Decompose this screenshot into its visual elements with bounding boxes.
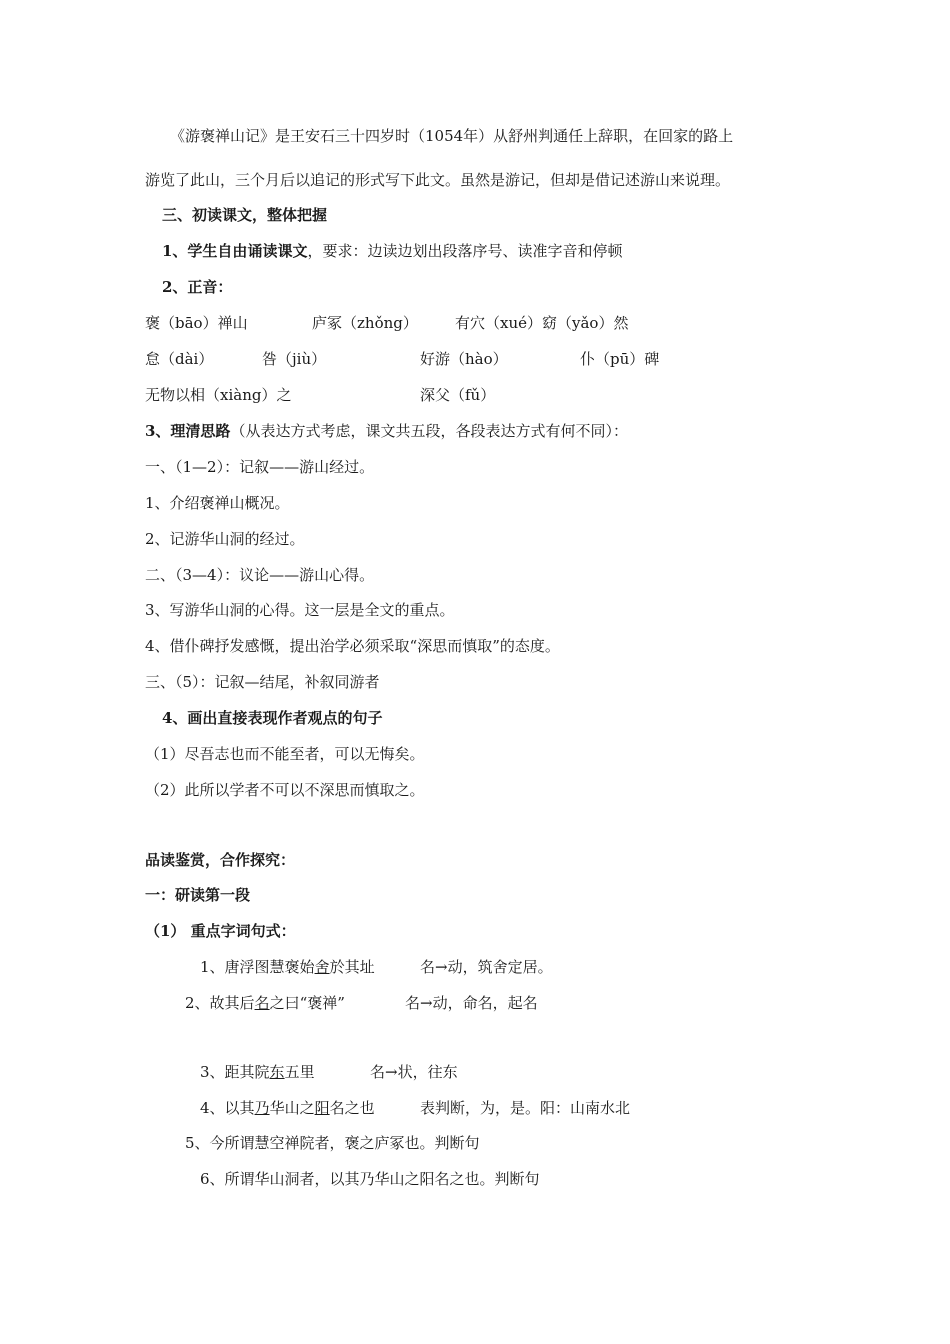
pron-3-1: 无物以相（xiàng）之 bbox=[145, 386, 292, 404]
vocab-line-4 bbox=[200, 1098, 375, 1118]
vocab-underlined: 乃 bbox=[254, 1099, 270, 1117]
outline-line: 3、写游华山洞的心得。这一层是全文的重点。 bbox=[145, 601, 455, 619]
appreciation-heading: 品读鉴赏，合作探究： bbox=[145, 851, 296, 869]
pron-2-2: 咎（jiù） bbox=[262, 350, 327, 368]
vocab-note-3: 名→状，往东 bbox=[370, 1063, 458, 1081]
pron-2-1: 怠（dài） bbox=[145, 350, 214, 368]
vocab-text: 名之也 bbox=[329, 1099, 375, 1117]
outline-line: 三、（5）：记叙—结尾，补叙同游者 bbox=[145, 673, 380, 691]
item-4: 4、画出直接表现作者观点的句子 bbox=[162, 709, 383, 727]
vocab-underlined: 舍 bbox=[314, 958, 330, 976]
pron-2-4: 仆（pū）碑 bbox=[580, 350, 660, 368]
pron-1-3: 有穴（xué）窈（yǎo）然 bbox=[455, 314, 629, 332]
intro-line-1: 《游褒禅山记》是王安石三十四岁时（1054年）从舒州判通任上辞职，在回家的路上 bbox=[170, 127, 734, 145]
vocab-text: 於其址 bbox=[329, 958, 375, 976]
item-1 bbox=[162, 241, 622, 261]
vocab-note-4: 表判断，为，是。阳：山南水北 bbox=[420, 1099, 631, 1117]
vocab-text: 3、距其院 bbox=[200, 1063, 270, 1081]
vocab-line-6: 6、所谓华山洞者，以其乃华山之阳名之也。判断句 bbox=[200, 1170, 540, 1188]
vocab-line-3 bbox=[200, 1062, 315, 1082]
vocab-underlined: 名 bbox=[254, 994, 270, 1012]
item-3-text: （从表达方式考虑，课文共五段，各段表达方式有何不同）： bbox=[230, 422, 628, 440]
pron-2-3: 好游（hào） bbox=[420, 350, 508, 368]
outline-line: 一、（1—2）：记叙——游山经过。 bbox=[145, 458, 375, 476]
item-3 bbox=[145, 421, 628, 441]
vocab-line-2 bbox=[185, 993, 345, 1013]
vocab-note-1: 名→动，筑舍定居。 bbox=[420, 958, 553, 976]
pron-1-2: 庐冢（zhǒng） bbox=[312, 314, 418, 332]
outline-line: 二、（3—4）：议论——游山心得。 bbox=[145, 566, 375, 584]
item-1-text: ，要求：边读边划出段落序号、读准字音和停顿 bbox=[307, 242, 623, 260]
appreciation-sub-2: （1） 重点字词句式： bbox=[145, 922, 296, 940]
outline-line: 4、借仆碑抒发感慨，提出治学必须采取“深思而慎取”的态度。 bbox=[145, 637, 560, 655]
item-1-label: 1、学生自由诵读课文 bbox=[162, 242, 308, 260]
vocab-underlined: 阳 bbox=[314, 1099, 330, 1117]
vocab-line-5: 5、今所谓慧空禅院者，褒之庐冢也。判断句 bbox=[185, 1134, 480, 1152]
vocab-text: 华山之 bbox=[269, 1099, 315, 1117]
quote-line: （1）尽吾志也而不能至者，可以无悔矣。 bbox=[145, 745, 425, 763]
appreciation-sub-1: 一：研读第一段 bbox=[145, 886, 251, 904]
outline-line: 1、介绍褒禅山概况。 bbox=[145, 494, 290, 512]
pron-1-1: 褒（bāo）禅山 bbox=[145, 314, 248, 332]
item-2: 2、正音： bbox=[162, 278, 233, 296]
vocab-line-1 bbox=[200, 957, 375, 977]
intro-line-2: 游览了此山，三个月后以追记的形式写下此文。虽然是游记，但却是借记述游山来说理。 bbox=[145, 171, 731, 189]
vocab-text: 之曰“褒禅” bbox=[269, 994, 345, 1012]
vocab-text: 2、故其后 bbox=[185, 994, 255, 1012]
outline-line: 2、记游华山洞的经过。 bbox=[145, 530, 305, 548]
section-heading: 三、初读课文，整体把握 bbox=[162, 206, 328, 224]
vocab-text: 五里 bbox=[284, 1063, 315, 1081]
vocab-note-2: 名→动，命名，起名 bbox=[405, 994, 538, 1012]
vocab-text: 4、以其 bbox=[200, 1099, 255, 1117]
vocab-text: 1、唐浮图慧褒始 bbox=[200, 958, 315, 976]
item-3-label: 3、理清思路 bbox=[145, 422, 231, 440]
vocab-underlined: 东 bbox=[269, 1063, 285, 1081]
quote-line: （2）此所以学者不可以不深思而慎取之。 bbox=[145, 781, 425, 799]
pron-3-2: 深父（fǔ） bbox=[420, 386, 496, 404]
